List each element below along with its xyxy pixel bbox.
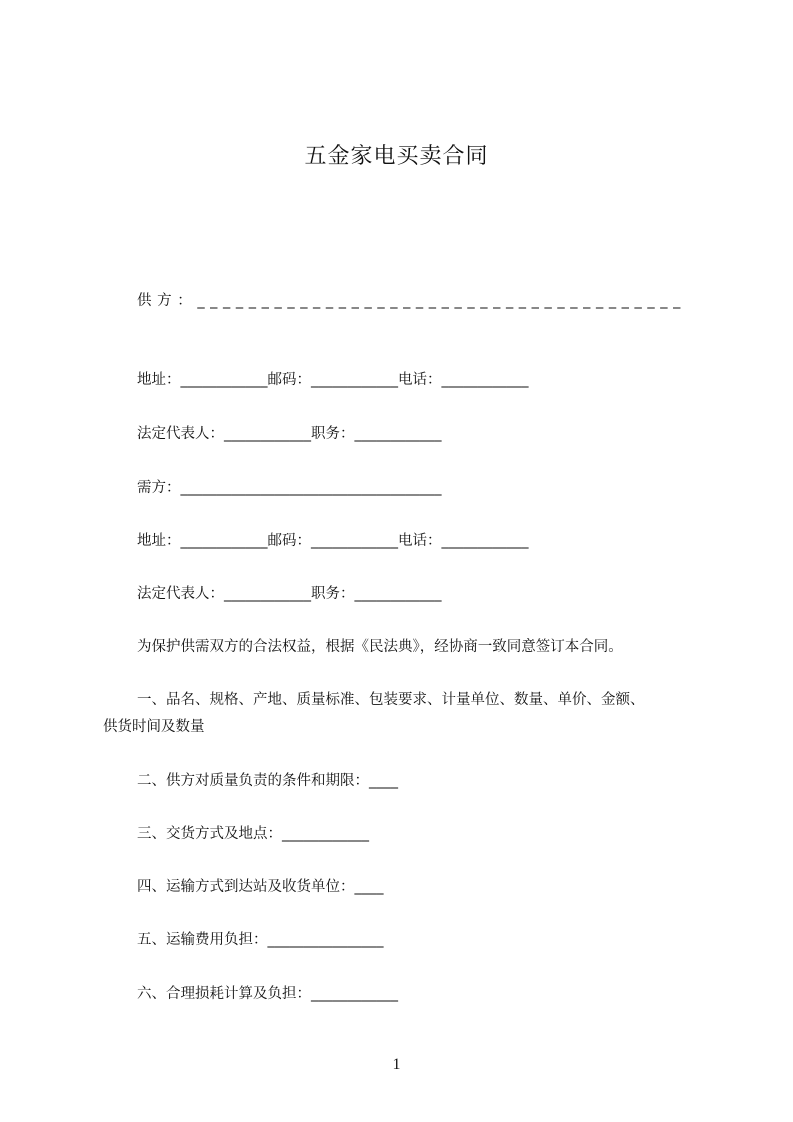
page-number: 1 bbox=[392, 1056, 401, 1073]
supplier-line: 供 方 ： _ _ _ _ _ _ _ _ _ _ _ _ _ _ _ _ _ _ _ _ _ _ _ _ _ _ _ _ _ _ _ _ _ _ _ _ _ _ bbox=[137, 293, 681, 309]
buyer-address-line: 地址：____________邮码：____________电话：____________ bbox=[137, 533, 529, 549]
buyer-representative-line: 法定代表人：____________职务：____________ bbox=[137, 586, 442, 602]
buyer-line: 需方：____________________________________ bbox=[137, 480, 442, 496]
preamble-paragraph: 为保护供需双方的合法权益，根据《民法典》，经协商一致同意签订本合同。 bbox=[137, 639, 623, 655]
clause-6: 六、合理损耗计算及负担：____________ bbox=[137, 986, 398, 1002]
clause-3: 三、交货方式及地点：____________ bbox=[137, 826, 369, 842]
clause-1-line-1: 一、品名、规格、产地、质量标准、包装要求、计量单位、数量、单价、金额、 bbox=[137, 692, 645, 708]
document-title: 五金家电买卖合同 bbox=[304, 144, 489, 169]
clause-4: 四、运输方式到达站及收货单位：____ bbox=[137, 879, 384, 895]
clause-2: 二、供方对质量负责的条件和期限：____ bbox=[137, 773, 398, 789]
supplier-representative-line: 法定代表人：____________职务：____________ bbox=[137, 426, 442, 442]
clause-1-line-2: 供货时间及数量 bbox=[103, 719, 205, 735]
supplier-address-line: 地址：____________邮码：____________电话：____________ bbox=[137, 372, 529, 388]
clause-5: 五、运输费用负担：________________ bbox=[137, 932, 384, 948]
